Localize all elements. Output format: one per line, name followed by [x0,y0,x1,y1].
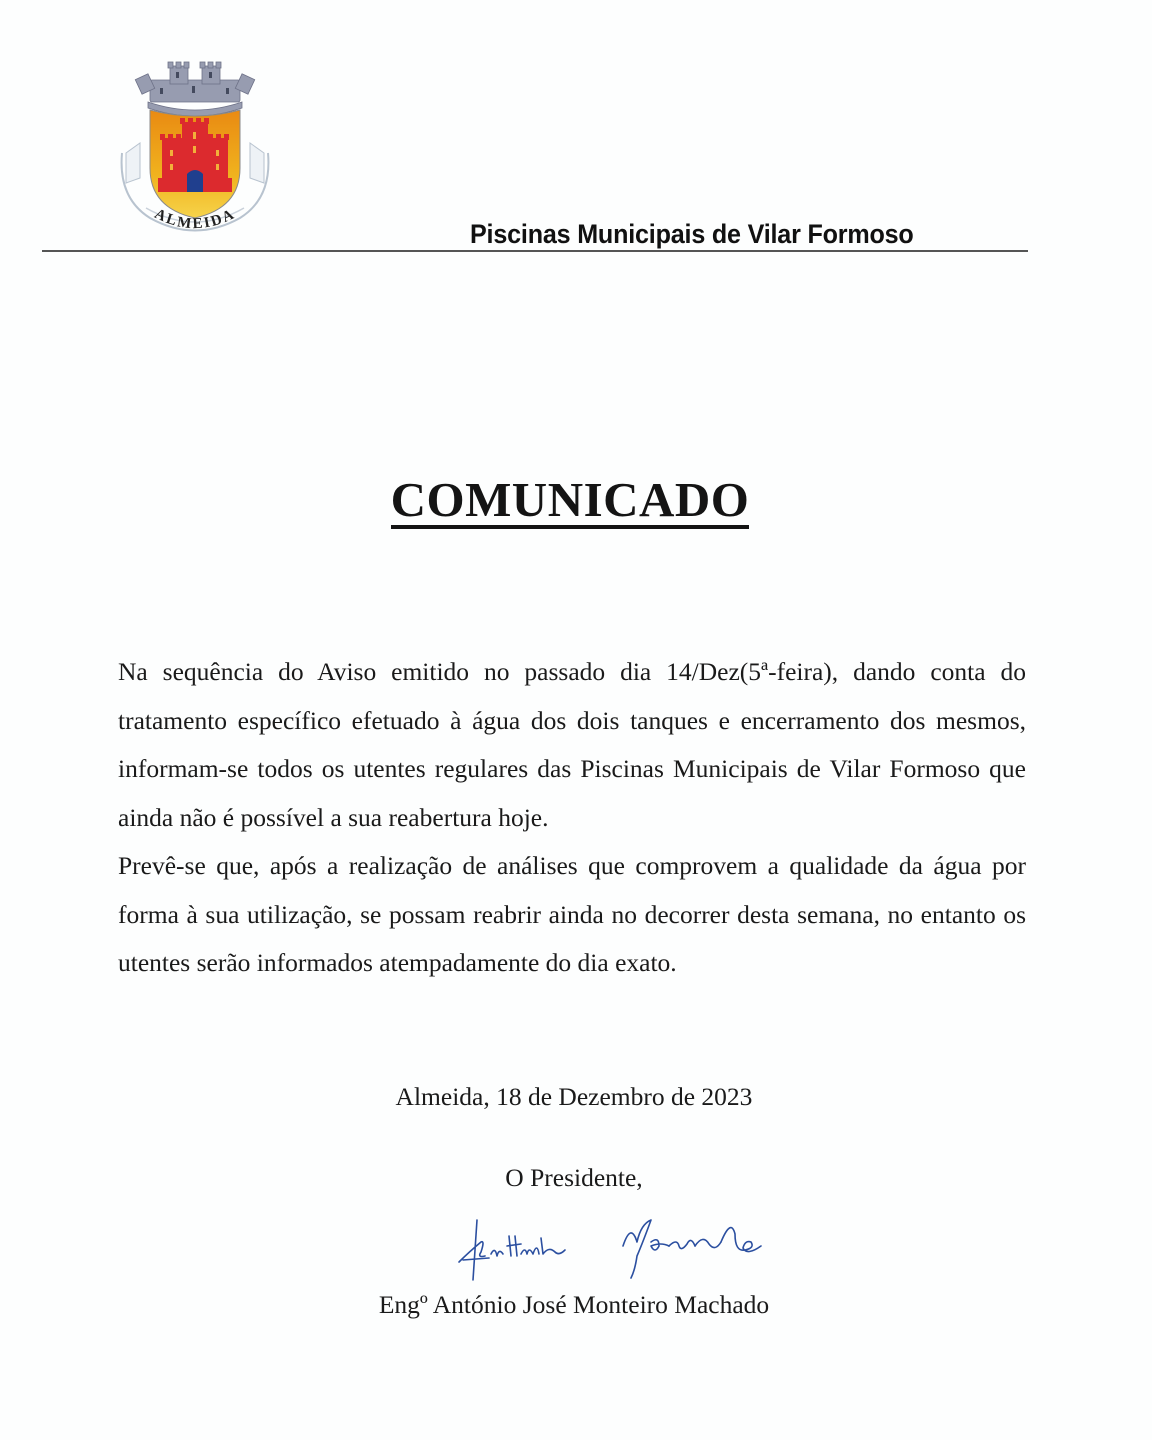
facility-title: Piscinas Municipais de Vilar Formoso [470,219,914,249]
document-title-container [0,474,1140,529]
notice-paragraph-2: Prevê-se que, após a realização de análises que comprovem a qualidade da água por forma à sua utilização, se possam reabrir ainda no decorrer desta semana, no entanto os utentes serão informados atempadamente do dia exato. [118,851,1026,977]
signatory-role: O Presidente, [505,1163,643,1192]
notice-body [118,648,1026,988]
place-date-line: Almeida, 18 de Dezembro de 2023 [395,1082,753,1111]
document-title: COMUNICADO [391,474,750,529]
notice-paragraph-1: Na sequência do Aviso emitido no passado dia 14/Dez(5ª-feira), dando conta do tratamento específico efetuado à água dos dois tanques e encerramento dos mesmos, informam-se todos os utentes regulares das Piscinas Municipais de Vilar Formoso que ainda não é possível a sua reabertura hoje. [118,657,1026,832]
crest-label: ALMEIDA [151,206,239,233]
almeida-crest-logo [110,58,280,243]
signatory-name: Engº António José Monteiro Machado [378,1290,770,1319]
header-divider [42,250,1028,252]
handwritten-signature [455,1212,785,1287]
